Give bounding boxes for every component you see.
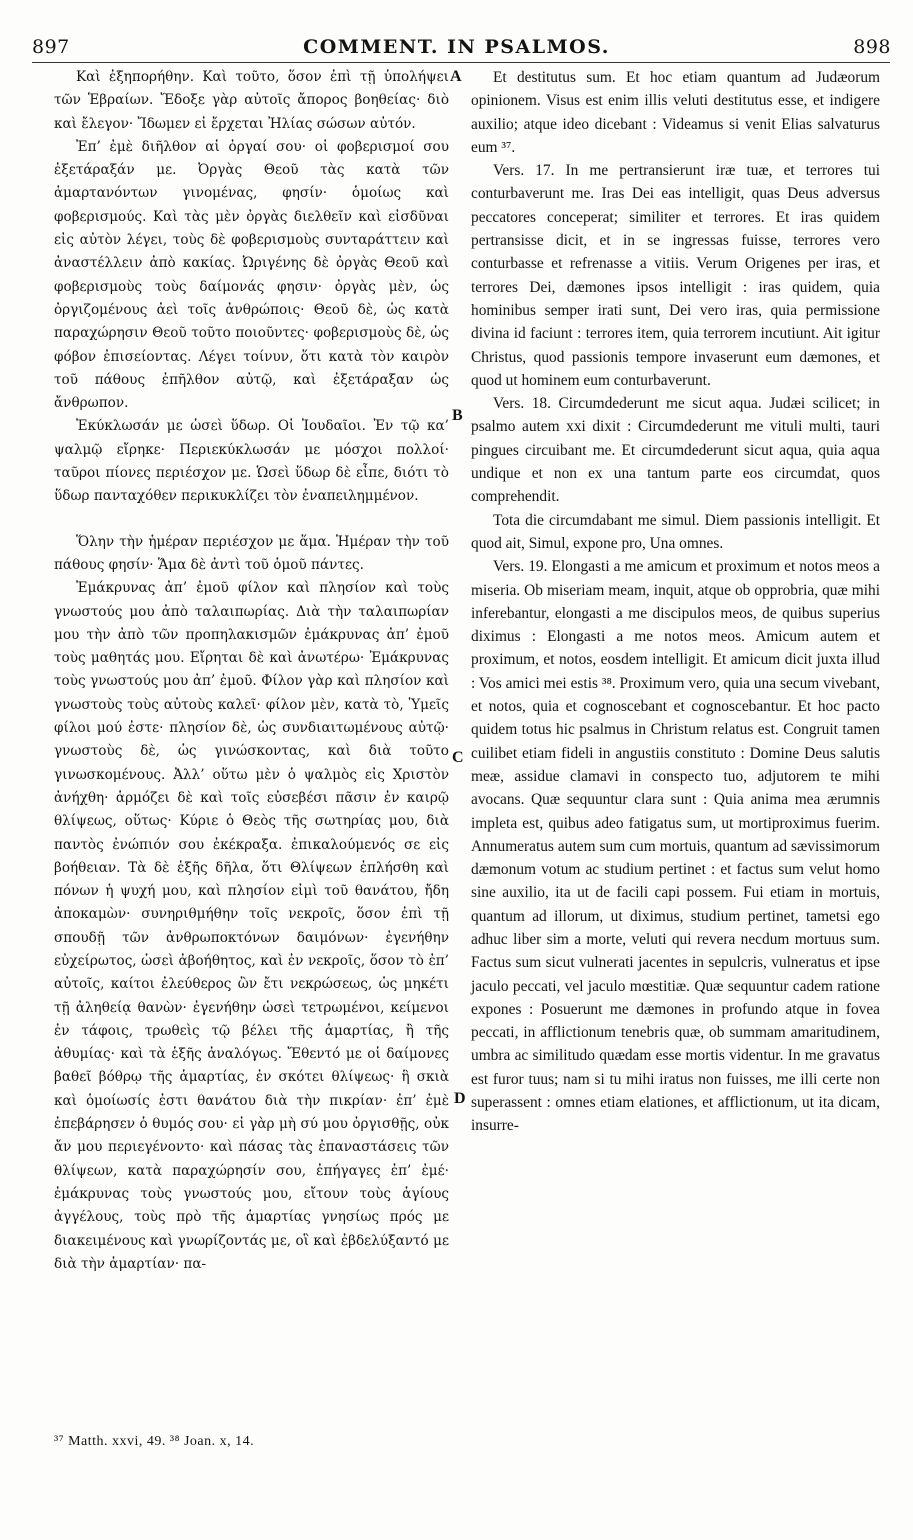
latin-paragraph: Vers. 17. In me pertransierunt iræ tuæ, et terrores tui conturbaverunt me. Iras Dei eas intelligit, quas Deus adversus peccatores conceperat; similiter et terrores. Et iras quidem pertransisse dicit, et in se ingressas fuisse, terrores vero conturbasse et refrenasse a vitiis. Verum Origenes per iras, et terrores Dei, dæmones ipsos intelligit : iras quidem, quia hominibus semper irati sunt, Dei vero iras, quia permissione divina id faciunt : terrores item, quia terrorem incutiunt. Ait igitur Christus, quod passionis tempore invaserunt eum dæmones, et quod ut hominem eum conturbaverunt.	[471, 162, 880, 389]
greek-paragraph: Ἐκύκλωσάν με ὡσεὶ ὕδωρ. Οἱ Ἰουδαῖοι. Ἐν τῷ κα’ ψαλμῷ εἴρηκε· Περιεκύκλωσάν με μόσχοι πολλοί· ταῦροι πίονες περιέσχον με. Ὡσεὶ ὕδωρ δὲ εἶπε, διότι τὸ ὕδωρ πανταχόθεν περικυκλίζει τὸν ἐναπειλημμένον.	[54, 418, 449, 505]
greek-column	[54, 66, 449, 1276]
margin-marker-a: A	[450, 68, 462, 85]
latin-paragraph: Vers. 19. Elongasti a me amicum et proximum et notos meos a miseria. Ob miseriam meam, inquit, atque ob opprobria, quæ mihi inferebantur, elongasti a me discipulos meos, de quibus superius diximus : Elongasti a me notos meos. Amicum autem et proximum, et notos, eosdem intelligit. Et amicum dicit juxta illud : Vos amici mei estis ³⁸. Proximum vero, quia una secum vivebant, et notos, quia et cognoscebant et cognoscebantur. Et hoc pacto quidem totus hic psalmus in Christum relatus est. Congruit tamen cuilibet etiam fideli in angustiis constituto : Domine Deus salutis meæ, assidue clamavi in conspecto tuo, adjutorem te mihi avocans. Quæ sequuntur clara sunt : Quia anima mea ærumnis impleta est, quibus adeo fatigatus sum, ut mortiproximus fuerim. Annumeratus autem sum cum mortuis, quantum ad sævissimorum dæmonum votum ac studium pertinet : et factus sum velut homo sine auxilio, ita ut de facili capi possem. Fui etiam in mortuis, quantum ad illorum, ut diximus, studium pertinet, tametsi ego adhuc liber sim a morte, veluti qui revera necdum mortuus sum. Factus sum sicut vulnerati jacentes in sepulcris, vulneratus et ipse jaculo peccati, vel jaculo mœstitiæ. Quæ sequuntur cadem ratione expones : Posuerunt me dæmones in profundo atque in fovea peccati, in afflictionum tenebris quæ, ob summam amaritudinem, umbra ac similitudo quædam esse mortis videntur. In me gravatus est furor tuus; nam si tu mihi iratus non fuisses, me illi certe non superassent : omnes etiam elationes, et afflictionum, ut ita dicam, insurre-	[471, 558, 880, 1135]
page-number-right: 898	[853, 36, 891, 58]
margin-marker-b: B	[452, 407, 463, 424]
greek-paragraph: Καὶ ἐξηπορήθην. Καὶ τοῦτο, ὅσον ἐπὶ τῇ ὑπολήψει τῶν Ἑβραίων. Ἔδοξε γὰρ αὐτοῖς ἄπορος βοηθείας· διὸ καὶ ἔλεγον· Ἴδωμεν εἰ ἔρχεται Ἠλίας σώσων αὐτόν.	[54, 69, 449, 132]
margin-marker-d: D	[454, 1090, 466, 1107]
running-title: COMMENT. IN PSALMOS.	[303, 36, 610, 58]
greek-paragraph: Ἐμάκρυνας ἀπ’ ἐμοῦ φίλον καὶ πλησίον καὶ τοὺς γνωστούς μου ἀπὸ ταλαιπωρίας. Διὰ τὴν ταλαιπωρίαν μου τὴν ἀπὸ τῶν προπηλακισμῶν ἐμάκρυνας ἀπ’ ἐμοῦ τοὺς μαθητάς μου. Εἴρηται δὲ καὶ ἀνωτέρω· Ἐμάκρυνας τοὺς γνωστούς μου ἀπ’ ἐμοῦ. Φίλον γὰρ καὶ πλησίον καὶ γνωστοὺς τοὺς αὐτοὺς καλεῖ· φίλον μὲν, κατὰ τὸ, Ὑμεῖς φίλοι μού ἐστε· πλησίον δὲ, ὡς συνδιαιτωμένους αὐτῷ· γνωστοὺς δὲ, ὡς γινώσκοντας, καὶ διὰ τοῦτο γινωσκομένους. Ἀλλ’ οὕτω μὲν ὁ ψαλμὸς εἰς Χριστὸν ἀνήχθη· ἁρμόζει δὲ καὶ τοῖς εὐσεβέσι πᾶσιν ἐν καιρῷ θλίψεως, οὕτως· Κύριε ὁ Θεὸς τῆς σωτηρίας μου, διὰ παντὸς ἐνώπιόν σου ἐκέκραξα. ἐπικαλούμενός σε εἰς βοήθειαν. Τὰ δὲ ἑξῆς δῆλα, ὅτι Θλίψεων ἐπλήσθη καὶ πόνων ἡ ψυχή μου, καὶ πλησίον εἰμὶ τοῦ θανάτου, ἤδη ἀποκαμὼν· συνηριθμήθην τοῖς νεκροῖς, ὅσον ἐπὶ τῇ σπουδῇ τῶν ἀνθρωποκτόνων δαιμόνων· ἐγενήθην εὐχείρωτος, ὡσεὶ ἀβοήθητος, καὶ ἐν νεκροῖς, ὅσον τὸ ἐπ’ αὐτοῖς, καίτοι ἐλεύθερος ὢν ἔτι νεκρώσεως, ὡς μηκέτι τῇ ἀληθείᾳ θανὼν· ἐγενήθην ὡσεὶ τετρωμένοι, κείμενοι ἐν τάφοις, τρωθεὶς τῷ βέλει τῆς ἁμαρτίας, ἢ τῆς ἀθυμίας· καὶ τὰ ἑξῆς ἀναλόγως. Ἔθεντό με οἱ δαίμονες βαθεῖ βόθρῳ τῆς ἁμαρτίας, ἐν σκότει θλίψεως· ἣ σκιὰ καὶ ὁμοίωσίς ἐστι θανάτου διὰ τὴν πικρίαν· ἐπ’ ἐμὲ ἐπεβάρησεν ὁ θυμός σου· εἰ γὰρ μὴ σύ μου ὀργισθῇς, οὐκ ἄν μου περιεγένοντο· καὶ πάσας τὰς ἐπαναστάσεις τῶν θλίψεων, κατὰ παραχώρησίν σου, ἐπήγαγες ἐπ’ ἐμέ· ἐμάκρυνας τοὺς γνωστούς μου, εἴτουν τοὺς ἁγίους ἀγγέλους, τοὺς πρὸ τῆς ἁμαρτίας γνησίως πρός με διακειμένους καὶ γνωρίζοντάς με, οἳ καὶ ἐβδελύξαντό με διὰ τὴν ἁμαρτίαν· πα-	[54, 580, 449, 1272]
header-rule	[32, 62, 890, 63]
greek-paragraph: Ὅλην τὴν ἡμέραν περιέσχον με ἅμα. Ἡμέραν τὴν τοῦ πάθους φησίν· Ἅμα δὲ ἀντὶ τοῦ ὁμοῦ πάντες.	[54, 533, 449, 573]
page-number-left: 897	[32, 36, 70, 58]
latin-paragraph: Vers. 18. Circumdederunt me sicut aqua. Judæi scilicet; in psalmo autem xxi dixit : Circumdederunt me vituli multi, tauri pingues circuibant me. Et circumdederunt sicut aqua, quia aqua undique et non ex una tantum parte eos circumdat, quos comprehendit.	[471, 395, 880, 506]
latin-column	[471, 66, 880, 1138]
latin-paragraph: Tota die circumdabant me simul. Diem passionis intelligit. Et quod ait, Simul, expone pro, Una omnes.	[471, 511, 880, 552]
greek-paragraph: Ἐπ’ ἐμὲ διῆλθον αἱ ὀργαί σου· οἱ φοβερισμοί σου ἐξετάραξάν με. Ὀργὰς Θεοῦ τὰς κατὰ τῶν ἁμαρτανόντων γινομένας, φησίν· ὁμοίως καὶ φοβερισμούς. Καὶ τὰς μὲν ὀργὰς διελθεῖν καὶ εἰσδῦναι εἰς αὐτὸν λέγει, τοὺς δὲ φοβερισμοὺς συνταράττειν καὶ ἀναστέλλειν ἀπὸ κακίας. Ὠριγένης δὲ ὀργὰς Θεοῦ καὶ φοβερισμοὺς τοὺς δαίμονάς φησιν· ὀργὰς μὲν, ὡς ὀργιζομένους ἀεὶ τοῖς ἀνθρώποις· Θεοῦ δὲ, ὡς κατὰ παραχώρησιν Θεοῦ τοῦτο ποιοῦντες· φοβερισμοὺς δὲ, ὡς φόβον ἐπισείοντας. Λέγει τοίνυν, ὅτι κατὰ τὸν καιρὸν τοῦ πάθους ἐπῆλθον αὐτῷ, καὶ ἐξετάραξαν ὡς ἄνθρωπον.	[54, 138, 449, 412]
spacer	[54, 509, 449, 531]
footnotes: ³⁷ Matth. xxvi, 49. ³⁸ Joan. x, 14.	[54, 1434, 255, 1449]
latin-paragraph: Et destitutus sum. Et hoc etiam quantum ad Judæorum opinionem. Visus est enim illis veluti destitutus esse, et indigere auxilio; atque ideo dicebant : Videamus si venit Elias salvaturus eum ³⁷.	[471, 69, 880, 156]
margin-marker-c: C	[452, 749, 464, 766]
